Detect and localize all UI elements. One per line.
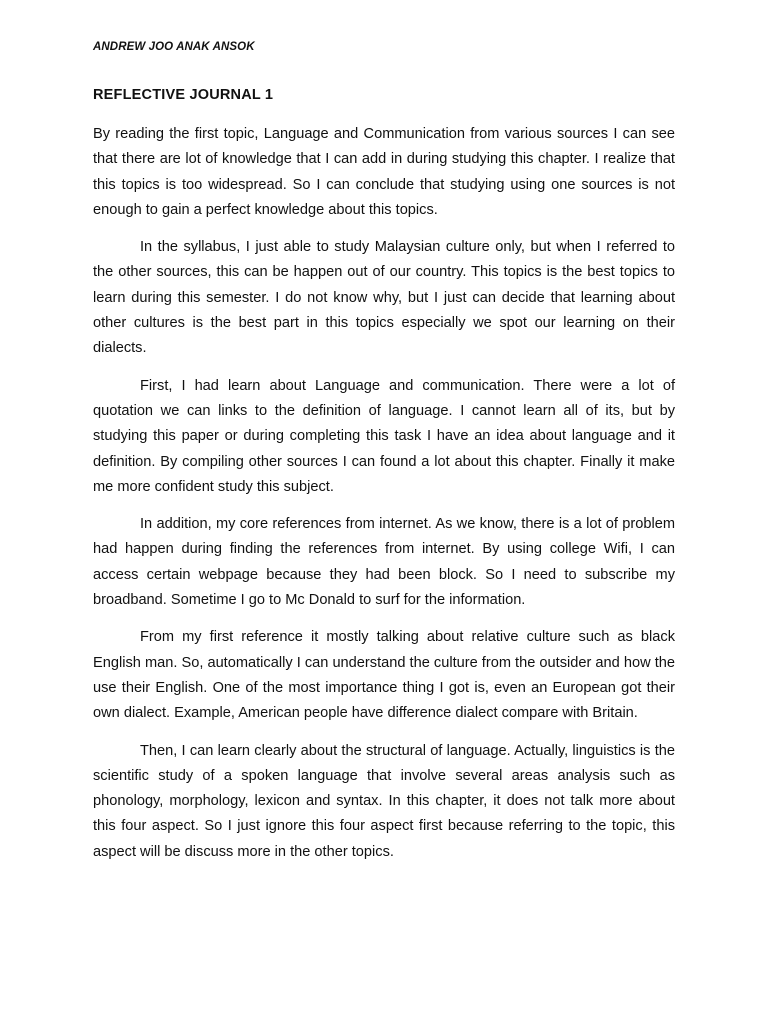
paragraph-2: In the syllabus, I just able to study Malaysian culture only, but when I referred to the other sources, this can be happen out of our country. This topics is the best topics to learn during this semester. I do not know why, but I just can decide that learning about other cultures is the best part in this topics especially we spot our learning on their dialects.	[93, 239, 675, 357]
paragraph-3: First, I had learn about Language and communication. There were a lot of quotation we can links to the definition of language. I cannot learn all of its, but by studying this paper or during completing this task I have an idea about language and it definition. By compiling other sources I can found a lot about this chapter. Finally it make me more confident study this subject.	[93, 377, 675, 495]
paragraph-5: From my first reference it mostly talking about relative culture such as black English man. So, automatically I can understand the culture from the outsider and how the use their English. One of the most importance thing I got is, even an European got their own dialect. Example, American people have difference dialect compare with Britain.	[93, 629, 675, 722]
paragraph-1: By reading the first topic, Language and Communication from various sources I can see that there are lot of knowledge that I can add in during studying this chapter. I realize that this topics is too widespread. So I can conclude that studying using one sources is not enough to gain a perfect knowledge about this topics.	[93, 126, 675, 218]
document-body	[93, 122, 675, 877]
author-header: ANDREW JOO ANAK ANSOK	[93, 41, 255, 53]
document-title: REFLECTIVE JOURNAL 1	[93, 87, 274, 103]
paragraph-6: Then, I can learn clearly about the structural of language. Actually, linguistics is the scientific study of a spoken language that involve several areas analysis such as phonology, morphology, lexicon and syntax. In this chapter, it does not talk more about this four aspect. So I just ignore this four aspect first because referring to the topic, this aspect will be discuss more in the other topics.	[93, 742, 675, 860]
paragraph-4: In addition, my core references from internet. As we know, there is a lot of problem had happen during finding the references from internet. By using college Wifi, I can access certain webpage because they had been block. So I need to subscribe my broadband. Sometime I go to Mc Donald to surf for the information.	[93, 516, 675, 609]
